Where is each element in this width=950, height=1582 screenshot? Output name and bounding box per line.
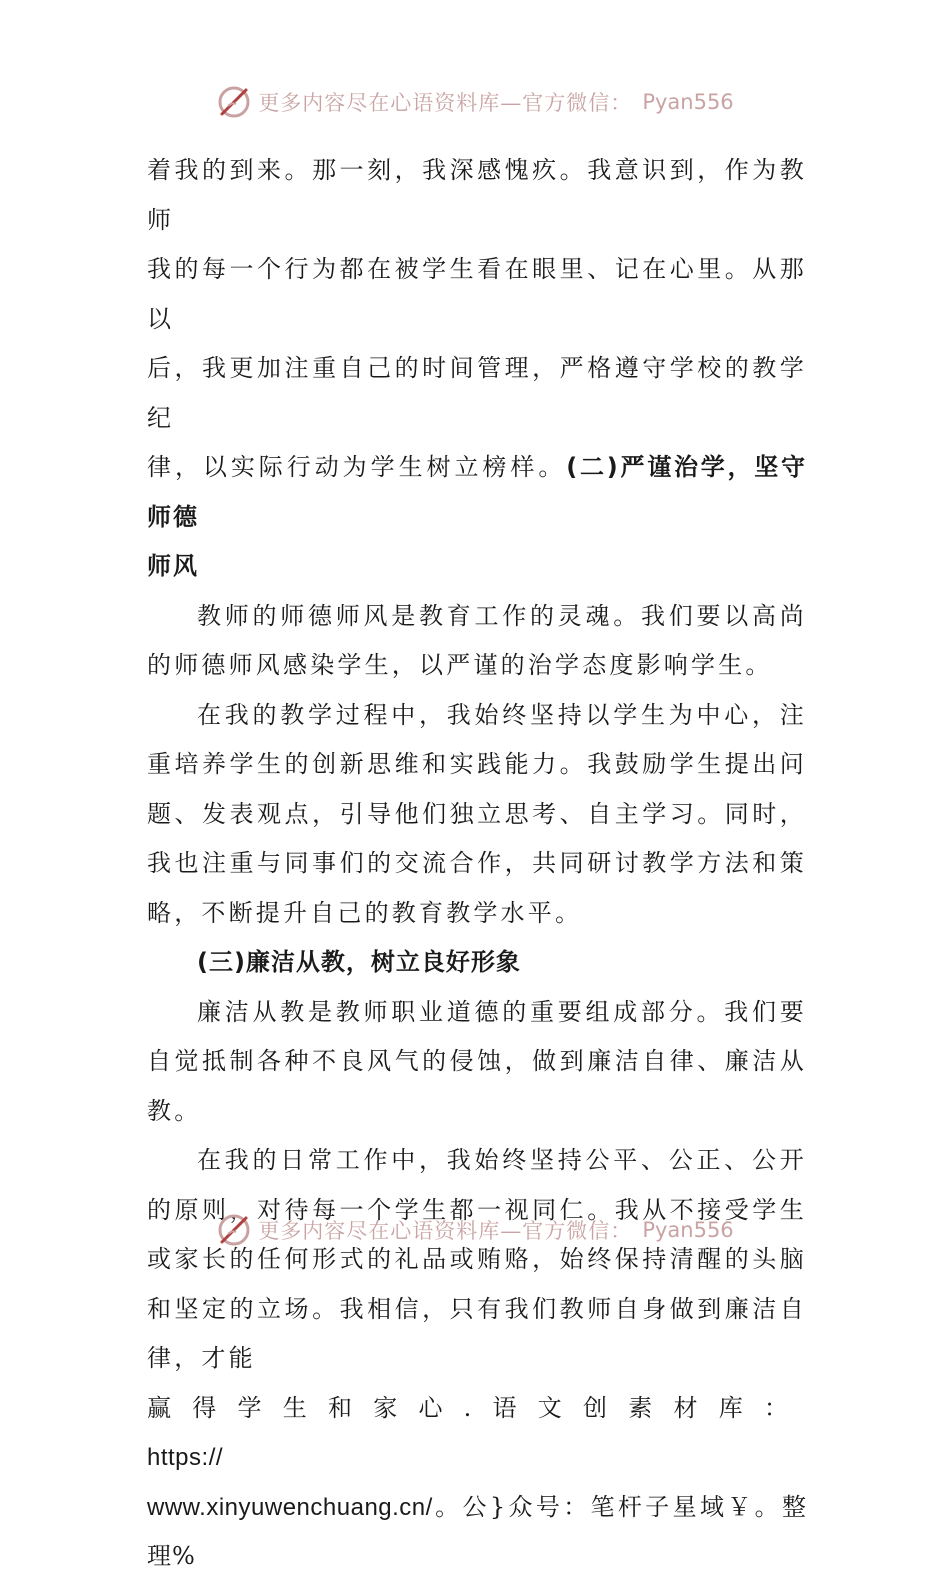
paragraph: 在我的教学过程中，我始终坚持以学生为中心，注重培养学生的创新思维和实践能力。我鼓励学生提出问题、发表观点，引导他们独立思考、自主学习。同时，我也注重与同事们的交流合作，共同研讨教学方法和策略，不断提升自己的教育教学水平。 (147, 700, 807, 927)
paragraph: 教师的师德师风是教育工作的灵魂。我们要以高尚的师德师风感染学生，以严谨的治学态度影响学生。 (147, 601, 807, 679)
paragraph-line: 后，我更加注重自己的时间管理，严格遵守学校的教学纪 (147, 354, 807, 432)
banner-wechat-id: Pyan556 (642, 90, 734, 114)
section-heading-2: (二)严谨治学，坚守师德 (147, 453, 808, 531)
paragraph: 廉洁从教是教师职业道德的重要组成部分。我们要自觉抵制各种不良风气的侵蚀，做到廉洁自律、廉洁从教。 (147, 997, 807, 1125)
paragraph-line: 赢得学生和家心.语文创素材库：https:// (147, 1393, 807, 1471)
banner-text: 更多内容尽在心语资料库—官方微信： (258, 91, 633, 115)
banner-text: 更多内容尽在心语资料库—官方微信： (258, 1219, 633, 1243)
header-banner (0, 82, 950, 122)
document-body (147, 146, 807, 1582)
banner-wechat-id: Pyan556 (642, 1218, 734, 1242)
paragraph-line: www.xinyuwenchuang.cn/。公}众号：笔杆子星域￥。整理% (147, 1492, 807, 1570)
url-part: www.xinyuwenchuang.cn/ (147, 1493, 433, 1521)
section-heading-2-cont: 师风 (147, 552, 199, 580)
paragraph: 在我的日常工作中，我始终坚持公平、公正、公开的原则，对待每一个学生都一视同仁。我从不接受学生或家长的任何形式的礼品或贿赂，始终保持清醒的头脑和坚定的立场。我相信，只有我们教师自身做到廉洁自律，才能 (147, 1146, 807, 1372)
quill-logo-icon (216, 1212, 252, 1248)
paragraph-line (147, 542, 807, 592)
section-heading-3: (三)廉洁从教，树立良好形象 (197, 948, 521, 976)
quill-logo-icon (216, 84, 252, 120)
paragraph-line: 律，以实际行动为学生树立榜样。(二)严谨治学，坚守师德 (147, 453, 808, 531)
url-part: https:// (147, 1444, 224, 1471)
footer-banner (0, 1210, 950, 1250)
paragraph-line: 我的每一个行为都在被学生看在眼里、记在心里。从那以 (147, 255, 807, 333)
paragraph-line: 着我的到来。那一刻，我深感愧疚。我意识到，作为教师 (147, 156, 807, 234)
